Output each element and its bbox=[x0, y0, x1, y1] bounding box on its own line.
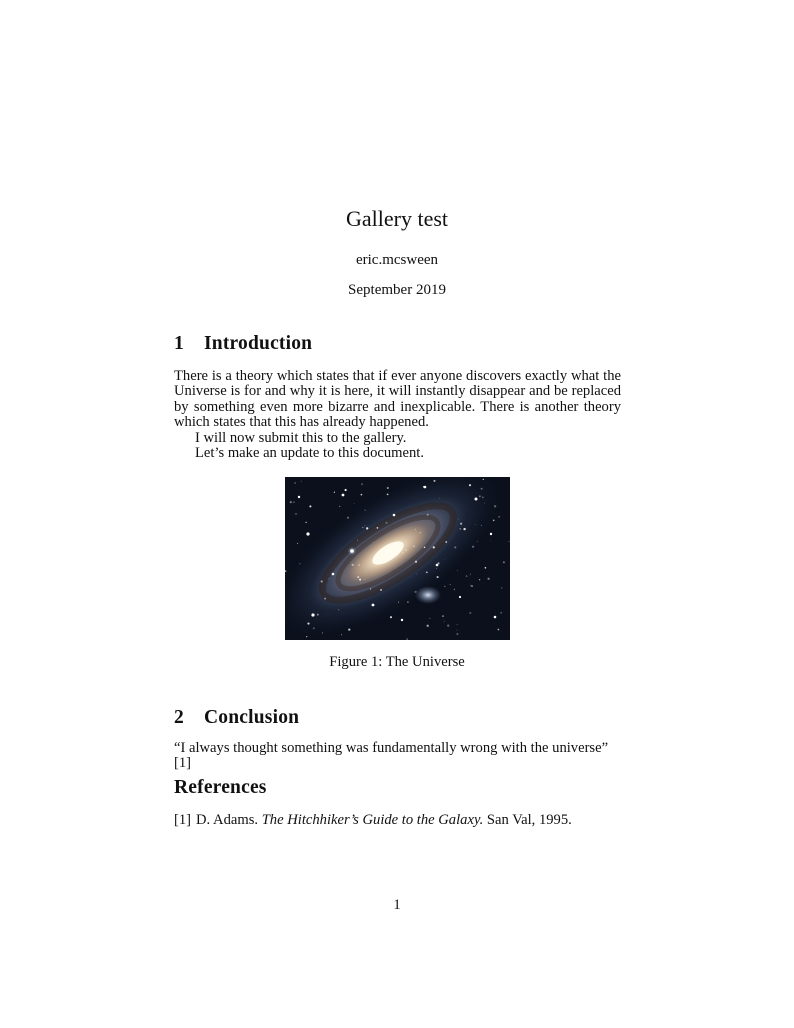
reference-authors: D. Adams. bbox=[196, 812, 259, 828]
section-number: 2 bbox=[174, 707, 184, 728]
document-title: Gallery test bbox=[345, 206, 449, 231]
section-title: Introduction bbox=[204, 333, 313, 354]
page-number: 1 bbox=[393, 897, 401, 913]
companion-galaxy bbox=[415, 586, 441, 604]
reference-title: The Hitchhiker’s Guide to the Galaxy. bbox=[261, 812, 484, 828]
reference-body bbox=[196, 813, 572, 828]
introduction-text bbox=[174, 369, 621, 461]
paragraph: There is a theory which states that if ever anyone discovers exactly what the Universe is for and why it is here, it will instantly disappear and be replaced by something even more bizarre and inexplicable. There is another theory which states that this has already happened. bbox=[174, 368, 621, 431]
reference-label: [1] bbox=[174, 812, 192, 828]
document-author: eric.mcsween bbox=[355, 252, 439, 268]
paragraph: “I always thought something was fundamentally wrong with the universe” [1] bbox=[174, 740, 609, 772]
figure-caption: Figure 1: The Universe bbox=[329, 654, 465, 670]
paragraph: Let’s make an update to this document. bbox=[195, 445, 424, 462]
section-number: 1 bbox=[174, 333, 184, 354]
conclusion-text bbox=[174, 741, 621, 772]
document-date: September 2019 bbox=[348, 282, 446, 298]
section-1-heading bbox=[174, 333, 621, 355]
references-heading: References bbox=[174, 777, 267, 798]
andromeda-galaxy-image bbox=[285, 477, 510, 640]
section-2-heading bbox=[174, 707, 621, 729]
reference-entry bbox=[174, 813, 634, 828]
paragraph: I will now submit this to the gallery. bbox=[195, 429, 407, 446]
reference-publisher: San Val, 1995. bbox=[486, 812, 572, 828]
section-title: Conclusion bbox=[204, 707, 300, 728]
